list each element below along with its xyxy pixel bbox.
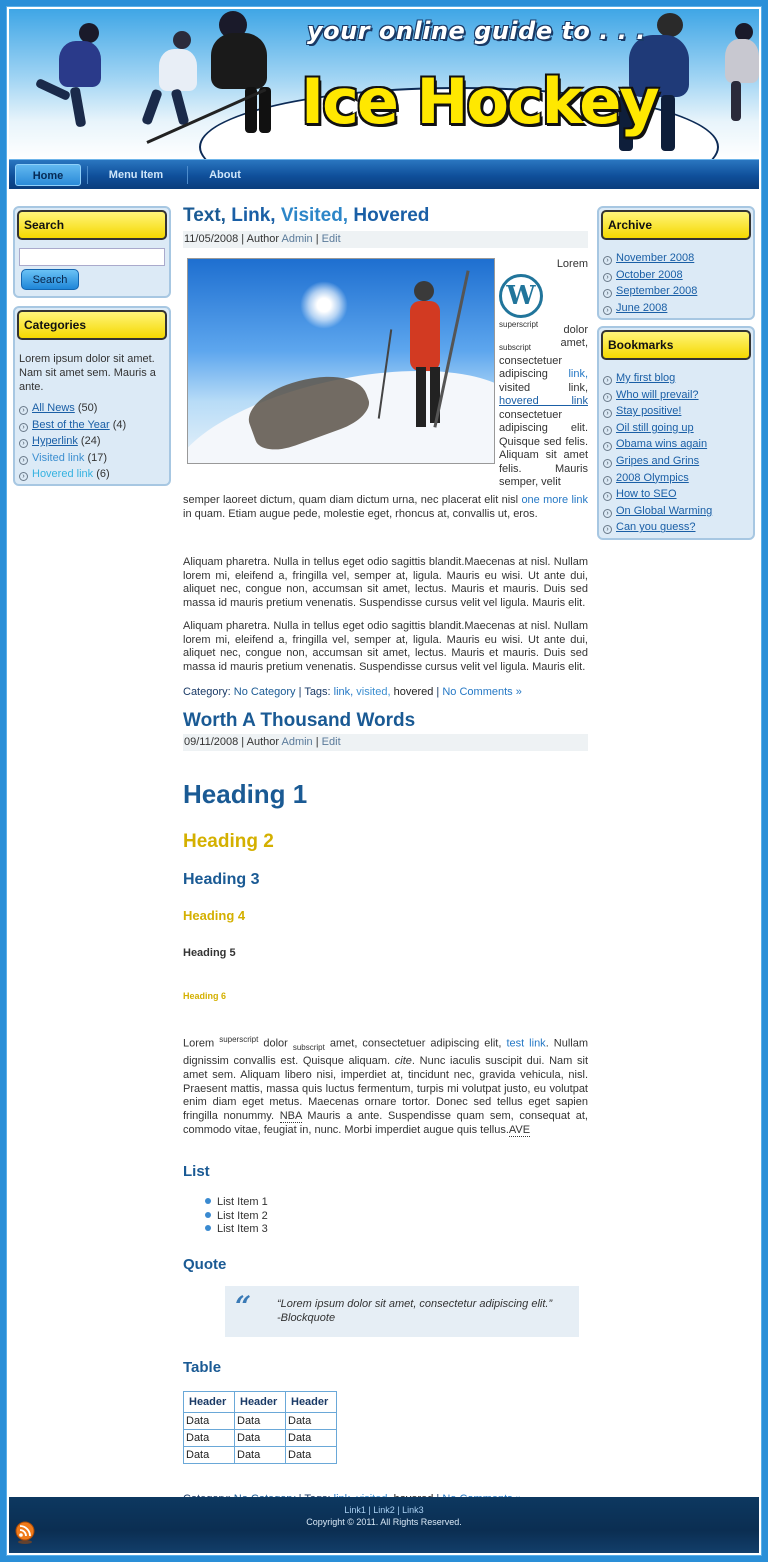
post-edit-link[interactable]: Edit xyxy=(321,736,341,748)
bookmarks-box xyxy=(597,326,755,540)
list-item xyxy=(19,450,126,467)
float-dolor: dolor xyxy=(563,323,588,336)
arrow-circle-icon: › xyxy=(603,376,612,385)
heading-3: Heading 3 xyxy=(183,871,260,888)
main-content xyxy=(183,203,588,1491)
search-input[interactable] xyxy=(19,248,165,266)
bookmark-link[interactable]: Can you guess? xyxy=(616,521,696,534)
nav-divider xyxy=(187,166,188,184)
site-logo[interactable]: Ice Hockey xyxy=(301,65,658,138)
bookmark-link[interactable]: 2008 Olympics xyxy=(616,471,689,484)
footer-link-3[interactable]: Link3 xyxy=(402,1505,424,1515)
bookmark-link[interactable]: How to SEO xyxy=(616,488,677,501)
category-link-best-of-year[interactable]: Best of the Year xyxy=(32,418,110,431)
bookmark-link[interactable]: On Global Warming xyxy=(616,504,713,517)
archive-link[interactable]: June 2008 xyxy=(616,301,668,314)
abbr-nba: NBA xyxy=(279,1110,302,1123)
post-title[interactable]: Worth A Thousand Words xyxy=(183,710,416,731)
test-link[interactable]: test link xyxy=(506,1037,546,1050)
post-title xyxy=(183,203,588,231)
arrow-circle-icon: › xyxy=(603,509,612,518)
list-item xyxy=(19,433,126,450)
rss-feed-icon[interactable] xyxy=(15,1521,35,1545)
table-row xyxy=(184,1447,337,1464)
archive-link[interactable]: November 2008 xyxy=(616,252,695,264)
list-item xyxy=(603,403,712,420)
comments-link[interactable]: No Comments » xyxy=(442,686,522,698)
bookmark-link[interactable]: Stay positive! xyxy=(616,405,682,418)
list-item xyxy=(603,436,712,453)
category-count: (6) xyxy=(96,468,110,481)
float-lorem: Lorem xyxy=(556,258,588,270)
arrow-circle-icon: › xyxy=(19,456,28,465)
arrow-circle-icon: › xyxy=(603,426,612,435)
category-count: (17) xyxy=(87,451,108,464)
post1-paragraph-2: Aliquam pharetra. Nulla in tellus eget odio sagittis blandit.Maecenas at nisl. Nullam lorem mi, eleifend a, fringilla vel, semper at, ligula. Mauris eu wisi. Ut ante dui, aliquet nec, congue non, accumsan sit amet, lectus. Mauris et mauris. Duis sed massa id mauris pretium venenatis. Suspendisse cursus velit vel ligula. Mauris elit. xyxy=(183,556,588,609)
hockey-player-graphic xyxy=(19,19,109,139)
list-item xyxy=(603,470,712,487)
nav-item-menu-item[interactable]: Menu Item xyxy=(108,169,164,181)
footer-links: Link1 | Link2 | Link3 xyxy=(344,1505,424,1515)
arrow-circle-icon: › xyxy=(603,476,612,485)
table-row xyxy=(184,1413,337,1430)
post-meta: 09/11/2008 | Author Admin | Edit xyxy=(183,734,588,751)
bookmark-link[interactable]: Obama wins again xyxy=(616,438,708,451)
post-photo-climber xyxy=(187,258,495,464)
table-heading: Table xyxy=(183,1359,222,1376)
table-cell: Data xyxy=(235,1430,286,1447)
list-item xyxy=(603,370,712,387)
quote-source: -Blockquote xyxy=(277,1312,336,1324)
table-header: Header xyxy=(184,1392,235,1413)
post-body xyxy=(183,248,588,518)
bookmark-link[interactable]: Gripes and Grins xyxy=(616,454,700,467)
bookmarks-box-title: Bookmarks xyxy=(601,330,751,360)
arrow-circle-icon: › xyxy=(603,442,612,451)
list-item xyxy=(603,300,697,317)
table-cell: Data xyxy=(235,1413,286,1430)
main-nav xyxy=(9,159,759,189)
heading-5: Heading 5 xyxy=(183,947,236,959)
float-consectetuer: consectetuer xyxy=(499,354,562,367)
post-date: 11/05/2008 xyxy=(184,233,239,245)
arrow-circle-icon: › xyxy=(19,406,28,415)
post-title-link[interactable]: Link, xyxy=(231,205,276,226)
data-table xyxy=(183,1391,337,1464)
post-date: 09/11/2008 xyxy=(184,736,239,748)
table-cell: Data xyxy=(184,1413,235,1430)
search-button[interactable]: Search xyxy=(21,269,79,290)
arrow-circle-icon: › xyxy=(603,409,612,418)
bookmark-link[interactable]: Who will prevail? xyxy=(616,388,699,401)
float-subscript: subscript xyxy=(499,343,532,352)
heading-2: Heading 2 xyxy=(183,831,274,852)
site-footer xyxy=(9,1497,759,1553)
table-cell: Data xyxy=(286,1447,337,1464)
arrow-circle-icon: › xyxy=(603,306,612,315)
bookmark-link[interactable]: My first blog xyxy=(616,372,676,384)
category-count: (24) xyxy=(80,435,101,448)
post-title-text: Text, xyxy=(183,205,226,226)
site-header-banner xyxy=(9,9,759,159)
heading-6: Heading 6 xyxy=(183,991,227,1001)
archive-list xyxy=(603,250,697,316)
nav-item-home[interactable]: Home xyxy=(15,164,81,186)
float-superscript: superscript xyxy=(499,319,539,329)
wordpress-logo-icon: W xyxy=(499,274,543,318)
blockquote xyxy=(225,1286,579,1337)
post2-body xyxy=(183,751,588,1491)
list-item xyxy=(603,420,712,437)
arrow-circle-icon: › xyxy=(603,525,612,534)
page-frame xyxy=(6,6,762,1556)
table-cell: Data xyxy=(235,1447,286,1464)
category-link[interactable]: No Category xyxy=(233,686,296,698)
arrow-circle-icon: › xyxy=(603,492,612,501)
post1-paragraph-1-tail: semper laoreet dictum, quam diam dictum urna, nec placerat elit nisl one more link in quam. Etiam augue pede, molestie eget, rhoncus at, convallis ut, eros. xyxy=(183,494,588,520)
arrow-circle-icon: › xyxy=(19,439,28,448)
tag-link[interactable]: link, xyxy=(333,686,354,698)
search-box xyxy=(13,206,171,298)
one-more-link[interactable]: one more link xyxy=(521,494,588,506)
arrow-circle-icon: › xyxy=(19,472,28,481)
bullet-icon xyxy=(205,1225,211,1231)
post2-paragraph: Lorem $^{superscript}$ dolor $_{subscript}$ amet, consectetuer adipiscing elit, test link. Nullam dignissim convallis est. Quisque aliquam. cite. Nunc iaculis suscipit dui. Nam sit amet sem. Aliquam libero nisi, imperdiet at, tincidunt nec, gravida vehicula, nisl. Praesent mattis, massa quis luctus fermentum, turpis mi volutpat justo, eu volutpat enim diam eget metus. Maecenas ornare tortor. Donec sed tellus eget sapien fringilla nonummy. NBA Mauris a ante. Suspendisse quam sem, consequat at, commodo vitae, feugiat in, nunc. Morbi imperdiet augue quis tellus.AVE xyxy=(183,1035,588,1137)
list-item xyxy=(603,283,697,300)
post1-paragraph-3: Aliquam pharetra. Nulla in tellus eget odio sagittis blandit.Maecenas at nisl. Nullam lorem mi, eleifend a, fringilla vel, semper at, ligula. Mauris eu wisi. Ut ante dui, aliquet nec, congue non, accumsan sit amet, lectus. Mauris et mauris. Duis sed massa id mauris pretium venenatis. Suspendisse cursus velit vel ligula. Mauris elit. xyxy=(183,620,588,673)
bullet-list xyxy=(205,1196,268,1237)
bullet-icon xyxy=(205,1212,211,1218)
categories-box-title: Categories xyxy=(17,310,167,340)
header-tagline: your online guide to . . . xyxy=(307,17,646,45)
heading-4: Heading 4 xyxy=(183,908,246,923)
category-count: (4) xyxy=(112,418,127,431)
hockey-player-graphic xyxy=(721,19,759,139)
list-heading: List xyxy=(183,1163,210,1180)
float-adipiscing: adipiscing xyxy=(499,368,548,380)
list-item xyxy=(19,400,126,417)
archive-box xyxy=(597,206,755,320)
post-edit-link[interactable]: Edit xyxy=(321,233,341,245)
arrow-circle-icon: › xyxy=(603,273,612,282)
table-header: Header xyxy=(235,1392,286,1413)
float-rest: consectetuer adipiscing elit. Quisque sed felis. Aliquam sit amet felis. Mauris semper, velit xyxy=(499,408,588,488)
post-author-label: Author xyxy=(246,233,280,245)
list-item xyxy=(603,387,712,404)
float-link[interactable]: link, xyxy=(568,368,588,380)
arrow-circle-icon: › xyxy=(603,256,612,265)
arrow-circle-icon: › xyxy=(603,393,612,402)
copyright: Copyright © 2011. All Rights Reserved. xyxy=(306,1517,462,1527)
category-link-hyperlink[interactable]: Hyperlink xyxy=(32,435,78,448)
categories-intro: Lorem ipsum dolor sit amet. Nam sit amet sem. Mauris a ante. xyxy=(19,353,156,393)
list-item: List Item 2 xyxy=(205,1210,268,1224)
list-item xyxy=(603,453,712,470)
table-cell: Data xyxy=(184,1447,235,1464)
post-meta: 11/05/2008 | Author Admin | Edit xyxy=(183,231,588,248)
quote-text: “Lorem ipsum dolor sit amet, consectetur adipiscing elit.” xyxy=(277,1298,553,1310)
post-author-label: Author xyxy=(246,736,280,748)
hockey-player-graphic xyxy=(207,9,307,149)
tag-visited[interactable]: visited, xyxy=(356,686,391,698)
float-link2: link, xyxy=(568,381,588,394)
float-hovered-link[interactable]: hovered link xyxy=(499,395,588,407)
list-item xyxy=(603,503,712,520)
archive-box-title: Archive xyxy=(601,210,751,240)
nav-item-about[interactable]: About xyxy=(209,169,241,181)
abbr-ave: AVE xyxy=(508,1124,531,1137)
bookmark-link[interactable]: Oil still going up xyxy=(616,421,694,434)
post-title-visited[interactable]: Visited, xyxy=(280,205,349,226)
nav-divider xyxy=(87,166,88,184)
categories-box xyxy=(13,306,171,486)
list-item xyxy=(603,519,712,536)
table-cell: Data xyxy=(286,1430,337,1447)
list-item: List Item 1 xyxy=(205,1196,268,1210)
tag-hovered[interactable]: hovered xyxy=(393,686,434,698)
category-link-visited[interactable]: Visited link xyxy=(32,451,85,464)
table-header: Header xyxy=(286,1392,337,1413)
category-link-hovered[interactable]: Hovered link xyxy=(32,468,94,481)
table-cell: Data xyxy=(184,1430,235,1447)
table-cell: Data xyxy=(286,1413,337,1430)
float-amet: amet, xyxy=(560,337,588,349)
archive-link[interactable]: October 2008 xyxy=(616,268,683,281)
post-title-hovered[interactable]: Hovered xyxy=(353,205,430,226)
list-item xyxy=(19,466,126,483)
list-item xyxy=(19,417,126,434)
arrow-circle-icon: › xyxy=(19,423,28,432)
table-row xyxy=(184,1430,337,1447)
post-author-link[interactable]: Admin xyxy=(281,736,313,748)
list-item: List Item 3 xyxy=(205,1223,268,1237)
categories-list xyxy=(19,400,126,483)
category-count: (50) xyxy=(77,402,98,414)
arrow-circle-icon: › xyxy=(603,459,612,468)
archive-link[interactable]: September 2008 xyxy=(616,285,698,298)
footer-link-2[interactable]: Link2 xyxy=(373,1505,395,1515)
footer-link-1[interactable]: Link1 xyxy=(344,1505,366,1515)
list-item xyxy=(603,250,697,267)
category-link-all-news[interactable]: All News xyxy=(32,402,75,414)
heading-1: Heading 1 xyxy=(183,779,308,809)
list-item xyxy=(603,486,712,503)
table-header-row xyxy=(184,1392,337,1413)
search-box-title: Search xyxy=(17,210,167,240)
post-author-link[interactable]: Admin xyxy=(281,233,313,245)
post1-footer: Category: No Category | Tags: link, visited, hovered | No Comments » xyxy=(183,686,522,698)
hockey-player-graphic xyxy=(129,31,219,141)
bullet-icon xyxy=(205,1198,211,1204)
quote-mark-icon: “ xyxy=(235,1290,252,1323)
float-visited: visited xyxy=(499,381,531,394)
arrow-circle-icon: › xyxy=(603,289,612,298)
quote-heading: Quote xyxy=(183,1256,227,1273)
list-item xyxy=(603,267,697,284)
bookmarks-list xyxy=(603,370,712,536)
post-float-column xyxy=(499,258,588,490)
